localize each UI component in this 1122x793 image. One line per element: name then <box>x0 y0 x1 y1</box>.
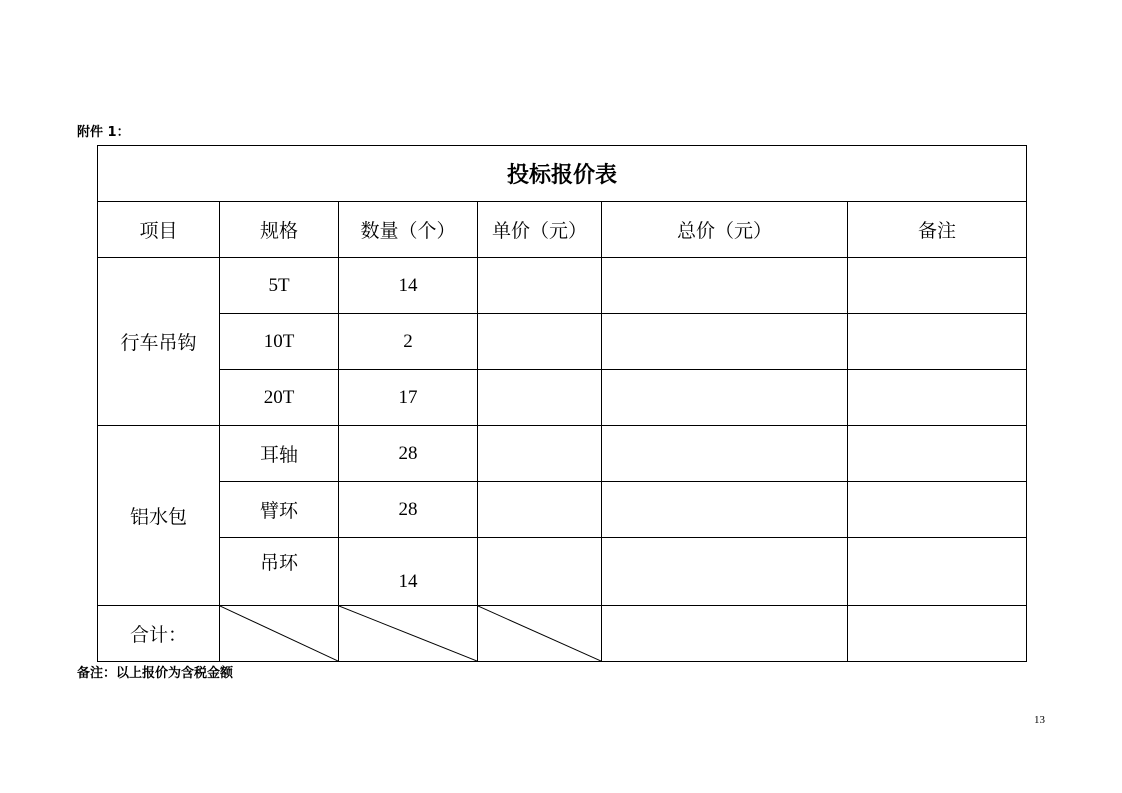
unit-price-cell <box>478 482 602 538</box>
remark-cell <box>848 482 1027 538</box>
header-total-price: 总价（元） <box>602 202 848 258</box>
quantity-cell: 14 <box>339 258 478 314</box>
table-row <box>98 482 1027 538</box>
attachment-label: 附件 1： <box>77 125 130 140</box>
table-row <box>98 370 1027 426</box>
title-row <box>98 146 1027 202</box>
spec-cell: 吊环 <box>220 538 339 606</box>
total-price-cell <box>602 314 848 370</box>
unit-price-cell <box>478 258 602 314</box>
remark-cell <box>848 606 1027 662</box>
quantity-cell: 28 <box>339 482 478 538</box>
diagonal-slash-cell <box>339 606 478 662</box>
quantity-cell: 28 <box>339 426 478 482</box>
total-price-cell <box>602 370 848 426</box>
total-price-cell <box>602 606 848 662</box>
spec-cell: 臂环 <box>220 482 339 538</box>
unit-price-cell <box>478 426 602 482</box>
total-price-cell <box>602 258 848 314</box>
bid-quotation-table <box>97 145 1027 662</box>
remark-cell <box>848 370 1027 426</box>
unit-price-cell <box>478 538 602 606</box>
header-quantity: 数量（个） <box>339 202 478 258</box>
table-row <box>98 258 1027 314</box>
table-title: 投标报价表 <box>98 146 1027 202</box>
total-price-cell <box>602 538 848 606</box>
quantity-cell: 17 <box>339 370 478 426</box>
quantity-cell: 2 <box>339 314 478 370</box>
total-price-cell <box>602 426 848 482</box>
diagonal-line-icon <box>478 606 601 661</box>
diagonal-slash-cell <box>478 606 602 662</box>
item-cell: 行车吊钩 <box>98 258 220 426</box>
table-row <box>98 538 1027 606</box>
item-cell: 铝水包 <box>98 426 220 606</box>
spec-cell: 5T <box>220 258 339 314</box>
remark-cell <box>848 426 1027 482</box>
header-unit-price: 单价（元） <box>478 202 602 258</box>
remark-cell <box>848 314 1027 370</box>
total-label: 合计： <box>98 606 220 662</box>
diagonal-slash-cell <box>220 606 339 662</box>
header-remark: 备注 <box>848 202 1027 258</box>
spec-cell: 耳轴 <box>220 426 339 482</box>
unit-price-cell <box>478 370 602 426</box>
diagonal-line-icon <box>339 606 477 661</box>
remark-cell <box>848 538 1027 606</box>
header-spec: 规格 <box>220 202 339 258</box>
total-row <box>98 606 1027 662</box>
footnote: 备注：以上报价为含税金额 <box>77 666 234 681</box>
header-item: 项目 <box>98 202 220 258</box>
table-row <box>98 314 1027 370</box>
page-number: 13 <box>1034 714 1045 726</box>
diagonal-line-icon <box>220 606 338 661</box>
spec-cell: 20T <box>220 370 339 426</box>
spec-cell: 10T <box>220 314 339 370</box>
total-price-cell <box>602 482 848 538</box>
unit-price-cell <box>478 314 602 370</box>
remark-cell <box>848 258 1027 314</box>
header-row <box>98 202 1027 258</box>
table-row <box>98 426 1027 482</box>
quantity-cell: 14 <box>339 538 478 606</box>
